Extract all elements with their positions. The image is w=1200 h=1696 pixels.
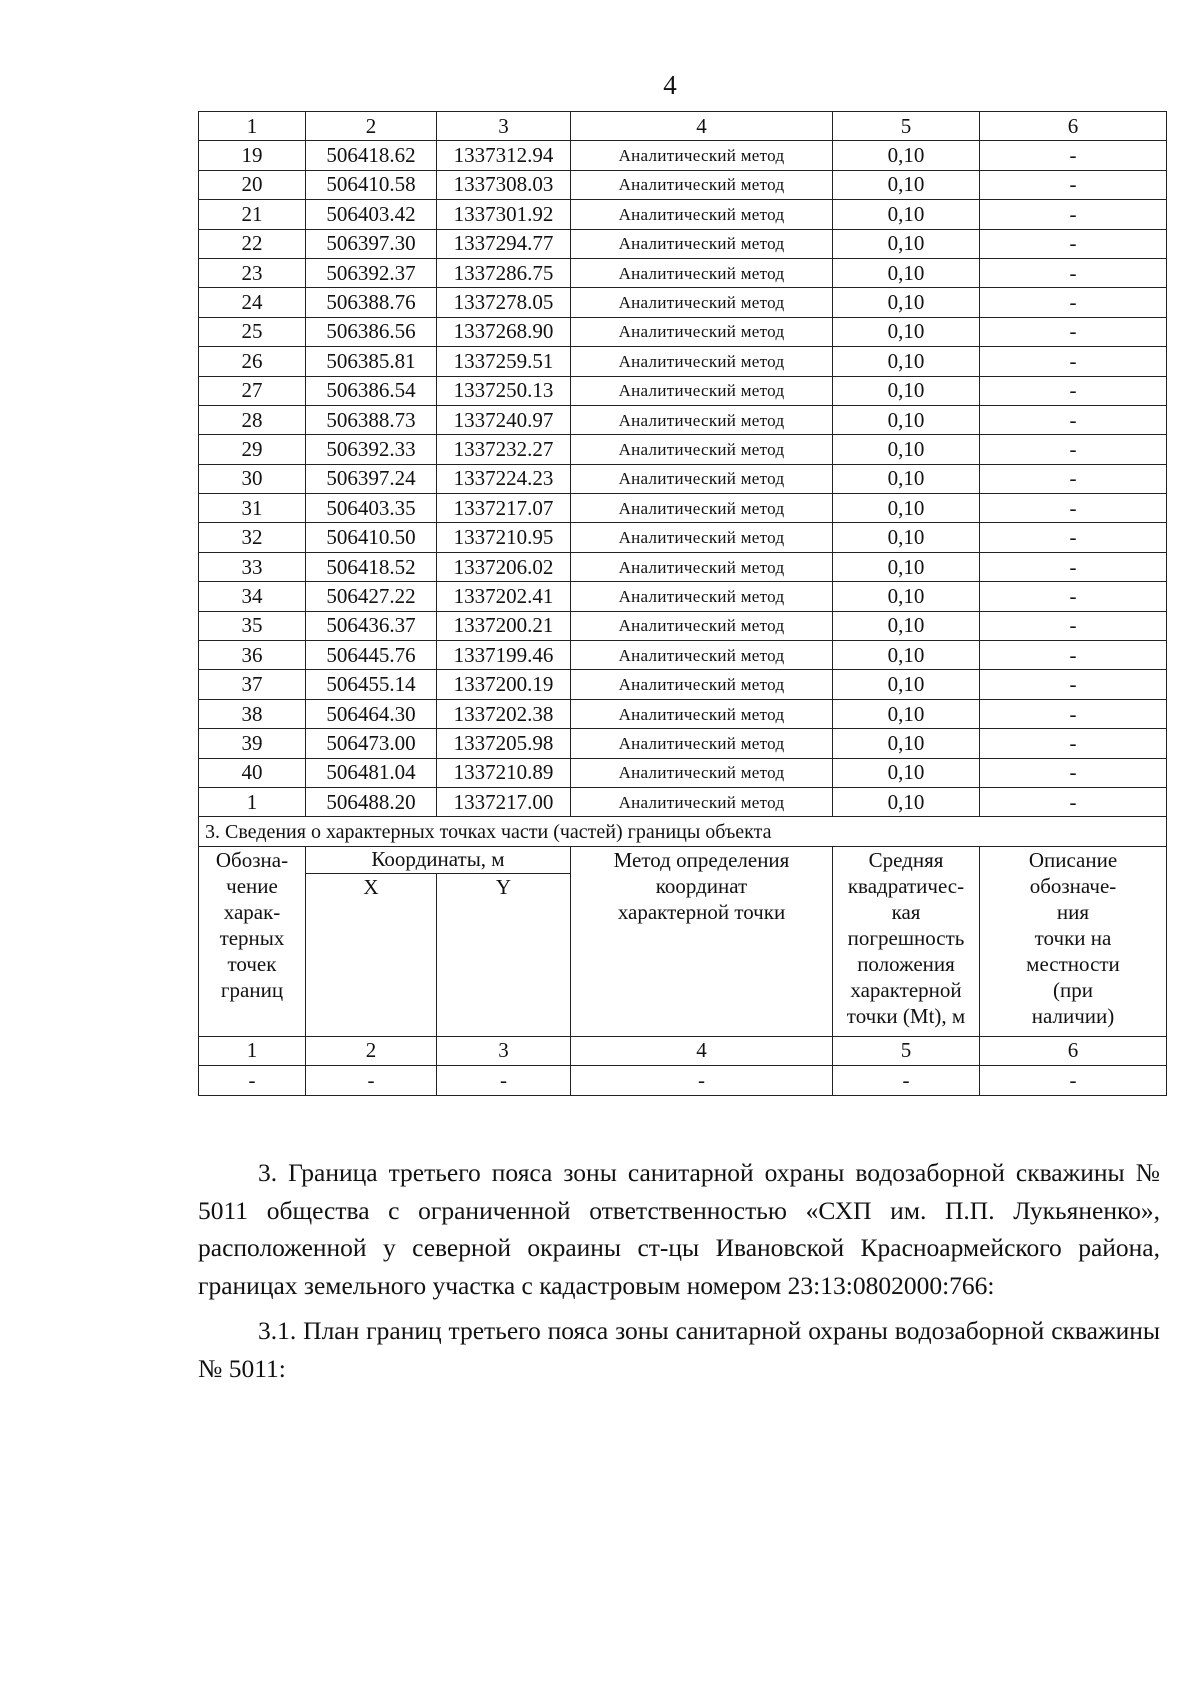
cell-coord-x: 506392.37 <box>306 258 437 287</box>
table-row <box>199 464 1167 493</box>
cell-coord-x: 506386.56 <box>306 317 437 346</box>
cell-description: - <box>980 288 1167 317</box>
header-method <box>571 846 833 1036</box>
cell-coord-x: 506418.62 <box>306 141 437 170</box>
cell-error: 0,10 <box>833 288 980 317</box>
cell-description: - <box>980 552 1167 581</box>
cell-coord-x: 506410.50 <box>306 523 437 552</box>
paragraph-plan-heading <box>198 1312 1160 1387</box>
header-line: терных <box>219 925 285 950</box>
table-row <box>199 552 1167 581</box>
table-row <box>199 641 1167 670</box>
cell-description: - <box>980 729 1167 758</box>
header-error <box>833 846 980 1036</box>
header-coordinates: Координаты, м <box>306 846 571 873</box>
cell-error: 0,10 <box>833 317 980 346</box>
column-number: 4 <box>571 112 833 141</box>
header-line: границ <box>220 977 284 1002</box>
cell-error: 0,10 <box>833 200 980 229</box>
table-row <box>199 670 1167 699</box>
table-row <box>199 405 1167 434</box>
table-row <box>199 611 1167 640</box>
cell-error: 0,10 <box>833 582 980 611</box>
cell-method: Аналитический метод <box>571 611 833 640</box>
paragraph-text: 3.1. План границ третьего пояса зоны санитарной охраны водозаборной скважины № 5011: <box>198 1316 1160 1383</box>
cell-coord-y: 1337217.00 <box>437 787 571 816</box>
cell-point-number: 1 <box>199 787 306 816</box>
header-line: чение <box>226 873 278 898</box>
cell-point-number: 23 <box>199 258 306 287</box>
cell-coord-y: 1337206.02 <box>437 552 571 581</box>
table-row <box>199 288 1167 317</box>
cell-method: Аналитический метод <box>571 729 833 758</box>
cell-point-number: 32 <box>199 523 306 552</box>
cell-error: 0,10 <box>833 641 980 670</box>
table-row <box>199 758 1167 787</box>
cell-point-number: 26 <box>199 347 306 376</box>
cell-point-number: 34 <box>199 582 306 611</box>
cell-coord-x: 506445.76 <box>306 641 437 670</box>
cell-coord-x: 506436.37 <box>306 611 437 640</box>
cell-error: 0,10 <box>833 523 980 552</box>
cell-error: 0,10 <box>833 611 980 640</box>
cell-coord-x: 506455.14 <box>306 670 437 699</box>
cell-coord-x: 506473.00 <box>306 729 437 758</box>
cell-method: Аналитический метод <box>571 435 833 464</box>
coordinates-table <box>198 111 1167 1096</box>
cell-coord-y: 1337268.90 <box>437 317 571 346</box>
cell-coord-y: 1337286.75 <box>437 258 571 287</box>
cell-error: 0,10 <box>833 347 980 376</box>
cell-point-number: 29 <box>199 435 306 464</box>
header-line: квадратичес- <box>847 873 965 898</box>
cell-method: Аналитический метод <box>571 376 833 405</box>
page-number: 4 <box>663 70 677 100</box>
header-line: ния <box>1056 899 1090 924</box>
table-row <box>199 699 1167 728</box>
column-number: 2 <box>306 112 437 141</box>
table-row <box>199 582 1167 611</box>
table-cell: - <box>980 1066 1167 1095</box>
header-line: координат <box>655 873 748 898</box>
paragraph-text: 3. Граница третьего пояса зоны санитарной охраны водозаборной скважины № 5011 общества с ограниченной ответственностью «СХП им. П.П. Лукьяненко», расположенной у северной окраины ст-цы Ивановской Красноармейского района, границах земельного участка с кадастровым номером 23:13:0802000:766: <box>198 1158 1160 1300</box>
cell-description: - <box>980 641 1167 670</box>
header-y: Y <box>437 873 571 1036</box>
section-header-row <box>199 846 1167 873</box>
table-row <box>199 435 1167 464</box>
cell-coord-x: 506386.54 <box>306 376 437 405</box>
header-line: харак- <box>223 899 281 924</box>
cell-description: - <box>980 435 1167 464</box>
cell-method: Аналитический метод <box>571 464 833 493</box>
cell-method: Аналитический метод <box>571 405 833 434</box>
cell-description: - <box>980 611 1167 640</box>
header-designation <box>199 846 306 1036</box>
column-number: 5 <box>833 112 980 141</box>
table-cell: - <box>306 1066 437 1095</box>
section-empty-row <box>199 1066 1167 1095</box>
header-line: кая <box>891 899 921 924</box>
table-row <box>199 376 1167 405</box>
table-row <box>199 523 1167 552</box>
cell-error: 0,10 <box>833 729 980 758</box>
cell-coord-y: 1337250.13 <box>437 376 571 405</box>
cell-method: Аналитический метод <box>571 229 833 258</box>
header-description <box>980 846 1167 1036</box>
cell-point-number: 40 <box>199 758 306 787</box>
cell-coord-y: 1337259.51 <box>437 347 571 376</box>
column-number: 1 <box>199 112 306 141</box>
cell-point-number: 27 <box>199 376 306 405</box>
header-line: местности <box>1026 951 1120 976</box>
header-line: Метод определения <box>613 847 790 872</box>
cell-coord-y: 1337278.05 <box>437 288 571 317</box>
cell-point-number: 28 <box>199 405 306 434</box>
table-row <box>199 729 1167 758</box>
header-line: Обозна- <box>215 847 289 872</box>
cell-coord-y: 1337202.38 <box>437 699 571 728</box>
table-row <box>199 258 1167 287</box>
cell-method: Аналитический метод <box>571 523 833 552</box>
cell-error: 0,10 <box>833 699 980 728</box>
cell-error: 0,10 <box>833 141 980 170</box>
column-number-row <box>199 112 1167 141</box>
column-number: 6 <box>980 1036 1167 1065</box>
cell-coord-y: 1337232.27 <box>437 435 571 464</box>
column-number: 3 <box>437 112 571 141</box>
cell-method: Аналитический метод <box>571 200 833 229</box>
cell-coord-x: 506392.33 <box>306 435 437 464</box>
cell-coord-x: 506410.58 <box>306 170 437 199</box>
cell-coord-y: 1337301.92 <box>437 200 571 229</box>
cell-point-number: 22 <box>199 229 306 258</box>
cell-coord-x: 506397.24 <box>306 464 437 493</box>
column-number: 6 <box>980 112 1167 141</box>
cell-description: - <box>980 758 1167 787</box>
cell-method: Аналитический метод <box>571 170 833 199</box>
header-line: характерной <box>850 977 962 1002</box>
cell-coord-x: 506388.76 <box>306 288 437 317</box>
cell-coord-y: 1337199.46 <box>437 641 571 670</box>
header-line: точки (Mt), м <box>846 1003 966 1028</box>
cell-description: - <box>980 699 1167 728</box>
cell-coord-y: 1337200.21 <box>437 611 571 640</box>
cell-coord-y: 1337200.19 <box>437 670 571 699</box>
cell-description: - <box>980 494 1167 523</box>
cell-coord-x: 506403.35 <box>306 494 437 523</box>
header-line: наличии) <box>1031 1003 1115 1028</box>
cell-coord-y: 1337210.95 <box>437 523 571 552</box>
cell-coord-x: 506385.81 <box>306 347 437 376</box>
header-line: положения <box>857 951 955 976</box>
cell-description: - <box>980 464 1167 493</box>
cell-point-number: 20 <box>199 170 306 199</box>
column-number: 3 <box>437 1036 571 1065</box>
cell-description: - <box>980 229 1167 258</box>
cell-coord-y: 1337240.97 <box>437 405 571 434</box>
cell-error: 0,10 <box>833 376 980 405</box>
cell-method: Аналитический метод <box>571 258 833 287</box>
cell-coord-y: 1337217.07 <box>437 494 571 523</box>
cell-method: Аналитический метод <box>571 494 833 523</box>
cell-coord-x: 506418.52 <box>306 552 437 581</box>
cell-method: Аналитический метод <box>571 787 833 816</box>
cell-coord-y: 1337294.77 <box>437 229 571 258</box>
cell-point-number: 24 <box>199 288 306 317</box>
cell-point-number: 19 <box>199 141 306 170</box>
header-line: обозначе- <box>1029 873 1117 898</box>
cell-error: 0,10 <box>833 670 980 699</box>
cell-coord-x: 506397.30 <box>306 229 437 258</box>
cell-description: - <box>980 582 1167 611</box>
cell-error: 0,10 <box>833 787 980 816</box>
cell-description: - <box>980 258 1167 287</box>
cell-coord-x: 506427.22 <box>306 582 437 611</box>
cell-error: 0,10 <box>833 229 980 258</box>
table-row <box>199 141 1167 170</box>
table-row <box>199 494 1167 523</box>
cell-coord-x: 506388.73 <box>306 405 437 434</box>
cell-error: 0,10 <box>833 494 980 523</box>
cell-point-number: 30 <box>199 464 306 493</box>
cell-point-number: 37 <box>199 670 306 699</box>
cell-error: 0,10 <box>833 170 980 199</box>
cell-description: - <box>980 170 1167 199</box>
cell-point-number: 25 <box>199 317 306 346</box>
column-number: 1 <box>199 1036 306 1065</box>
table-row <box>199 787 1167 816</box>
cell-coord-x: 506488.20 <box>306 787 437 816</box>
cell-description: - <box>980 317 1167 346</box>
header-line: Средняя <box>868 847 944 872</box>
cell-method: Аналитический метод <box>571 670 833 699</box>
table-row <box>199 200 1167 229</box>
cell-error: 0,10 <box>833 758 980 787</box>
cell-method: Аналитический метод <box>571 552 833 581</box>
cell-coord-x: 506464.30 <box>306 699 437 728</box>
column-number: 5 <box>833 1036 980 1065</box>
cell-coord-x: 506481.04 <box>306 758 437 787</box>
cell-method: Аналитический метод <box>571 317 833 346</box>
cell-point-number: 33 <box>199 552 306 581</box>
table-row <box>199 347 1167 376</box>
table-row <box>199 317 1167 346</box>
header-line: (при <box>1053 977 1093 1002</box>
header-line: погрешность <box>847 925 965 950</box>
cell-description: - <box>980 376 1167 405</box>
header-line: точек <box>227 951 277 976</box>
cell-description: - <box>980 347 1167 376</box>
cell-method: Аналитический метод <box>571 582 833 611</box>
cell-method: Аналитический метод <box>571 141 833 170</box>
cell-description: - <box>980 200 1167 229</box>
cell-coord-y: 1337210.89 <box>437 758 571 787</box>
cell-coord-y: 1337224.23 <box>437 464 571 493</box>
cell-point-number: 38 <box>199 699 306 728</box>
header-x: X <box>306 873 437 1036</box>
cell-point-number: 39 <box>199 729 306 758</box>
cell-description: - <box>980 523 1167 552</box>
table-cell: - <box>833 1066 980 1095</box>
cell-point-number: 21 <box>199 200 306 229</box>
header-line: точки на <box>1034 925 1112 950</box>
cell-method: Аналитический метод <box>571 347 833 376</box>
cell-coord-x: 506403.42 <box>306 200 437 229</box>
section-column-number-row <box>199 1036 1167 1065</box>
table-row <box>199 229 1167 258</box>
section-title: 3. Сведения о характерных точках части (частей) границы объекта <box>199 817 1167 846</box>
cell-description: - <box>980 405 1167 434</box>
cell-method: Аналитический метод <box>571 758 833 787</box>
table-cell: - <box>199 1066 306 1095</box>
header-line: Описание <box>1028 847 1118 872</box>
cell-method: Аналитический метод <box>571 699 833 728</box>
cell-error: 0,10 <box>833 464 980 493</box>
cell-error: 0,10 <box>833 258 980 287</box>
column-number: 4 <box>571 1036 833 1065</box>
cell-description: - <box>980 141 1167 170</box>
header-line: характерной точки <box>617 899 786 924</box>
cell-coord-y: 1337308.03 <box>437 170 571 199</box>
table-row <box>199 170 1167 199</box>
cell-error: 0,10 <box>833 435 980 464</box>
cell-coord-y: 1337205.98 <box>437 729 571 758</box>
cell-coord-y: 1337312.94 <box>437 141 571 170</box>
cell-description: - <box>980 787 1167 816</box>
cell-point-number: 31 <box>199 494 306 523</box>
cell-error: 0,10 <box>833 552 980 581</box>
cell-point-number: 36 <box>199 641 306 670</box>
section-title-row <box>199 817 1167 846</box>
cell-method: Аналитический метод <box>571 641 833 670</box>
cell-coord-y: 1337202.41 <box>437 582 571 611</box>
cell-error: 0,10 <box>833 405 980 434</box>
table-cell: - <box>437 1066 571 1095</box>
table-cell: - <box>571 1066 833 1095</box>
cell-method: Аналитический метод <box>571 288 833 317</box>
cell-point-number: 35 <box>199 611 306 640</box>
column-number: 2 <box>306 1036 437 1065</box>
paragraph-zone-boundary <box>198 1154 1160 1304</box>
cell-description: - <box>980 670 1167 699</box>
